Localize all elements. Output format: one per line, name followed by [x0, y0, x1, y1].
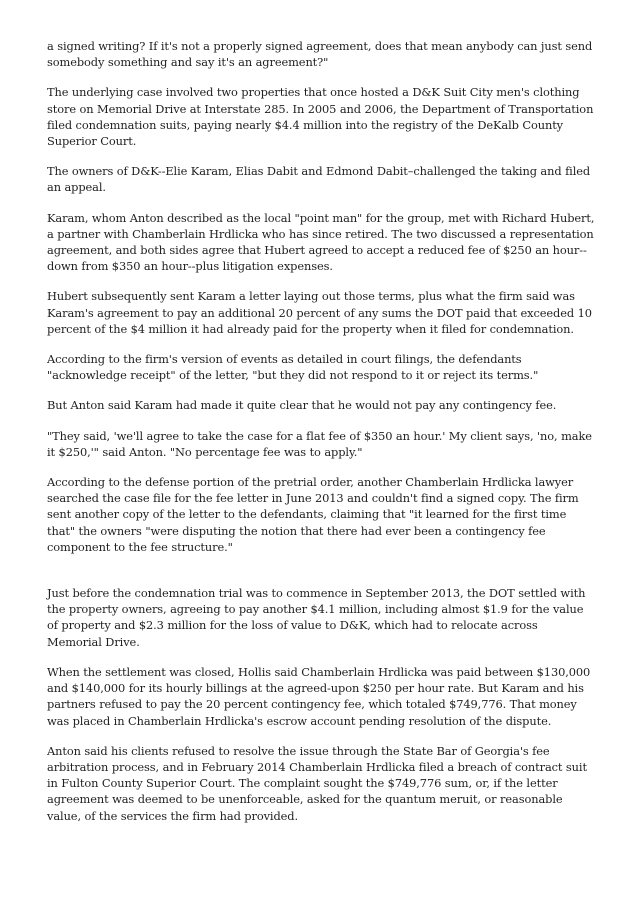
paragraph-7: But Anton said Karam had made it quite clear that he would not pay any contingency fee.	[47, 398, 557, 413]
document-page	[47, 38, 595, 838]
paragraph-11: When the settlement was closed, Hollis said Chamberlain Hrdlicka was paid between $130,000 and $140,000 for its hourly billings at the agreed-upon $250 per hour rate. But Karam and his partners refused to pay the 20 percent contingency fee, which totaled $749,776. That money was placed in Chamberlain Hrdlicka's escrow account pending resolution of the dispute.	[47, 664, 591, 728]
paragraph-2: The underlying case involved two properties that once hosted a D&K Suit City men's clothing store on Memorial Drive at Interstate 285. In 2005 and 2006, the Department of Transportation filed condemnation suits, paying nearly $4.4 million into the registry of the DeKalb County Superior Court.	[47, 85, 594, 149]
paragraph-1: a signed writing? If it's not a properly signed agreement, does that mean anybody can just send somebody something and say it's an agreement?"	[47, 39, 593, 70]
paragraph-12: Anton said his clients refused to resolve the issue through the State Bar of Georgia's fee arbitration process, and in February 2014 Chamberlain Hrdlicka filed a breach of contract suit in Fulton County Superior Court. The complaint sought the $749,776 sum, or, if the letter agreement was deemed to be unenforceable, asked for the quantum meruit, or reasonable value, of the services the firm had provided.	[47, 743, 587, 823]
paragraph-9: According to the defense portion of the pretrial order, another Chamberlain Hrdlicka lawyer searched the case file for the fee letter in June 2013 and couldn't find a signed copy. The firm sent another copy of the letter to the defendants, claiming that "it learned for the first time that" the owners "were disputing the notion that there had ever been a contingency fee component to the fee structure."	[47, 475, 579, 554]
paragraph-6: According to the firm's version of events as detailed in court filings, the defendants "acknowledge receipt" of the letter, "but they did not respond to it or reject its terms."	[47, 352, 539, 383]
paragraph-5: Hubert subsequently sent Karam a letter laying out those terms, plus what the firm said was Karam's agreement to pay an additional 20 percent of any sums the DOT paid that exceeded 10 percent of the $4 million it had already paid for the property when it filed for condemnation.	[47, 289, 592, 336]
paragraph-4: Karam, whom Anton described as the local "point man" for the group, met with Richard Hubert, a partner with Chamberlain Hrdlicka who has since retired. The two discussed a representation agreement, and both sides agree that Hubert agreed to accept a reduced fee of $250 an hour--down from $350 an hour--plus litigation expenses.	[47, 210, 595, 274]
paragraph-3: The owners of D&K--Elie Karam, Elias Dabit and Edmond Dabit–challenged the taking and filed an appeal.	[47, 164, 591, 195]
paragraph-8: "They said, 'we'll agree to take the case for a flat fee of $350 an hour.' My client says, 'no, make it $250,'" said Anton. "No percentage fee was to apply."	[47, 428, 592, 459]
paragraph-10: Just before the condemnation trial was to commence in September 2013, the DOT settled with the property owners, agreeing to pay another $4.1 million, including almost $1.9 for the value of property and $2.3 million for the loss of value to D&K, which had to relocate across Memorial Drive.	[47, 586, 586, 649]
